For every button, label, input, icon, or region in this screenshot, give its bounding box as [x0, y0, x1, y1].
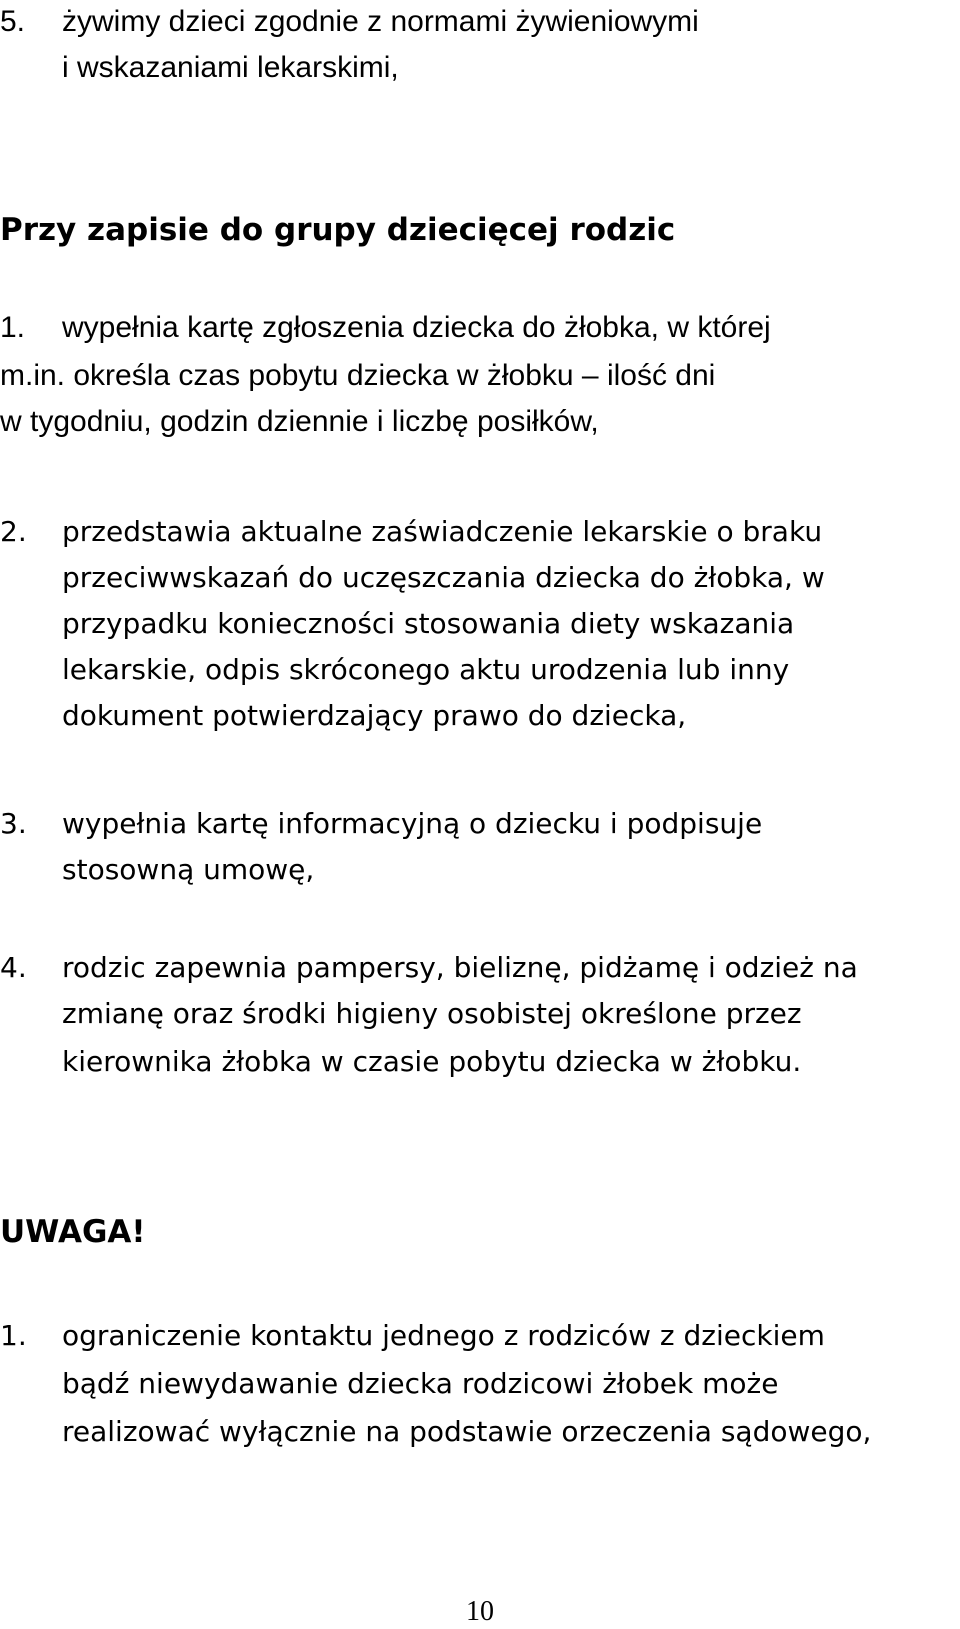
list-item-text: lekarskie, odpis skróconego aktu urodzenia lub inny: [62, 653, 790, 686]
list-item-text: i wskazaniami lekarskimi,: [62, 51, 399, 84]
list-item-number: 2.: [0, 515, 27, 548]
list-item-text: stosowną umowę,: [62, 853, 315, 886]
list-item-text: wypełnia kartę zgłoszenia dziecka do żłobka, w której: [62, 311, 771, 344]
list-item-number: 1.: [0, 311, 26, 344]
list-item-text: rodzic zapewnia pampersy, bieliznę, pidżamę i odzież na: [62, 951, 858, 984]
list-item-text: przeciwwskazań do uczęszczania dziecka do żłobka, w: [62, 561, 825, 594]
list-item-text: zmianę oraz środki higieny osobistej określone przez: [62, 997, 802, 1030]
list-item-number: 4.: [0, 951, 27, 984]
list-item-text: realizować wyłącznie na podstawie orzeczenia sądowego,: [62, 1415, 872, 1448]
list-item-number: 3.: [0, 807, 27, 840]
list-item-text: wypełnia kartę informacyjną o dziecku i podpisuje: [62, 807, 763, 840]
list-item-text: przypadku konieczności stosowania diety wskazania: [62, 607, 795, 640]
list-item-text: bądź niewydawanie dziecka rodzicowi żłobek może: [62, 1367, 779, 1400]
page-number: 10: [466, 1596, 494, 1627]
list-item-text: m.in. określa czas pobytu dziecka w żłobku – ilość dni: [0, 359, 716, 392]
list-item-number: 5.: [0, 5, 26, 38]
list-item-text: dokument potwierdzający prawo do dziecka,: [62, 699, 687, 732]
list-item-text: w tygodniu, godzin dziennie i liczbę posiłków,: [0, 405, 599, 438]
list-item-text: przedstawia aktualne zaświadczenie lekarskie o braku: [62, 515, 823, 548]
list-item-number: 1.: [0, 1319, 27, 1352]
section-heading-enrollment: Przy zapisie do grupy dziecięcej rodzic: [0, 212, 676, 248]
list-item-text: żywimy dzieci zgodnie z normami żywieniowymi: [62, 5, 699, 38]
list-item-text: ograniczenie kontaktu jednego z rodziców z dzieckiem: [62, 1319, 825, 1352]
section-heading-notice: UWAGA!: [0, 1214, 146, 1250]
list-item-text: kierownika żłobka w czasie pobytu dziecka w żłobku.: [62, 1045, 802, 1078]
